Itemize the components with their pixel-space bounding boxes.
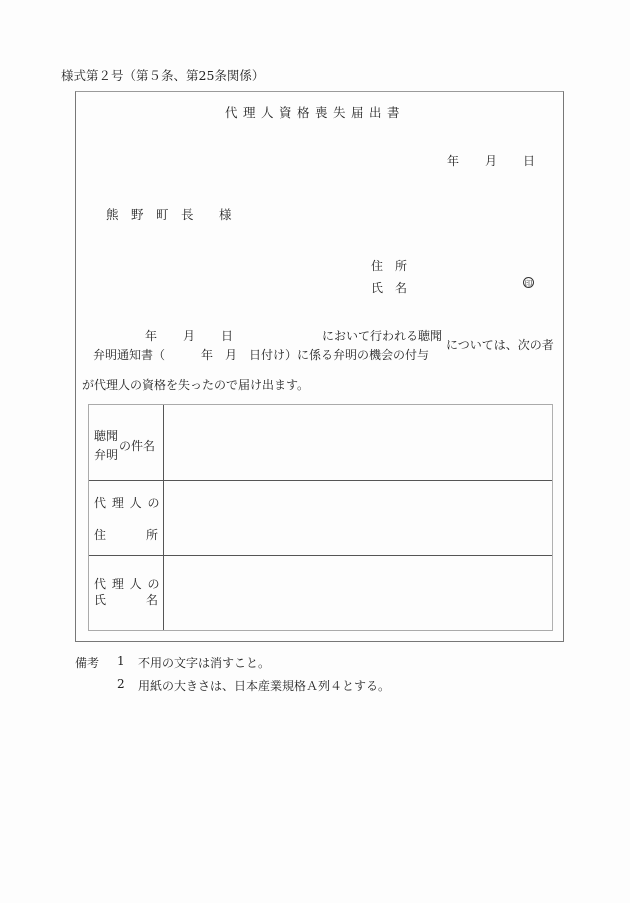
row1-label-bottom: 弁明 [94,448,119,462]
agent-name-field[interactable] [165,556,551,628]
row2-label-right: 所 [146,528,159,542]
date-month-label: 月 [485,154,498,168]
date-day-label: 日 [523,154,536,168]
addressee-char: 野 [131,207,144,222]
addressee-honorific: 様 [219,207,232,222]
details-table [88,404,553,631]
agent-address-field[interactable] [165,481,551,554]
note-1-number: 1 [117,654,125,668]
body-day-label: 日 [221,329,234,343]
body-line2-text: 弁明通知書（ 年 月 日付け）に係る弁明の機会の付与 [93,348,430,362]
applicant-name-label: 氏 名 [371,281,408,295]
row3-label-line1: 代 理 人 の [94,577,161,591]
note-2-number: 2 [117,677,125,691]
form-number: 様式第２号（第５条、第25条関係） [61,68,265,83]
body-line1-text: において行われる聴聞 [322,329,443,343]
addressee-char: 熊 [106,207,119,222]
row3-label-right: 名 [146,593,159,607]
addressee-char: 長 [181,207,194,222]
row2-label-left: 住 [94,528,107,542]
seal-icon: 印 [524,279,533,288]
document-title: 代理人資格喪失届出書 [224,105,405,120]
date-year-label: 年 [447,154,460,168]
applicant-address-label: 住 所 [371,259,408,273]
note-1-text: 不用の文字は消すこと。 [138,656,271,670]
note-2-text: 用紙の大きさは、日本産業規格Ａ列４とする。 [138,679,391,693]
notes-heading: 備考 [75,656,100,670]
body-month-label: 月 [183,329,196,343]
row1-label-top: 聴聞 [94,429,119,443]
body-trailing-text: については、次の者 [446,338,554,352]
row2-label-line1: 代 理 人 の [94,496,161,510]
column-divider [163,405,164,630]
addressee-char: 町 [156,207,169,222]
case-name-field[interactable] [165,405,551,479]
row1-label-suffix: の件名 [119,439,156,453]
body-line3-text: が代理人の資格を失ったので届け出ます。 [82,378,310,392]
body-year-label: 年 [145,329,158,343]
row3-label-left: 氏 [94,593,107,607]
